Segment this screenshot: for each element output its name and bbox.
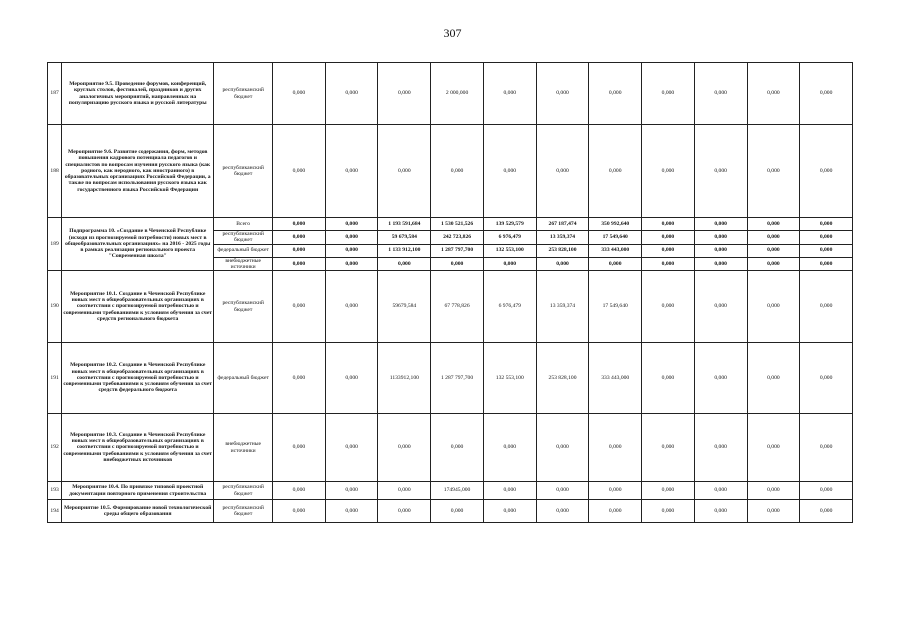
amount-cell: 0,000 [325, 218, 378, 231]
amount-cell: 1133912,100 [378, 343, 431, 414]
amount-cell: 0,000 [589, 414, 642, 482]
row-index: 187 [48, 63, 62, 125]
amount-cell: 0,000 [536, 257, 589, 271]
amount-cell: 0,000 [378, 414, 431, 482]
row-index: 193 [48, 482, 62, 500]
amount-cell: 267 187,474 [536, 218, 589, 231]
amount-cell: 333 443,000 [589, 343, 642, 414]
table-row [48, 414, 853, 482]
amount-cell: 0,000 [800, 414, 853, 482]
amount-cell: 13 359,374 [536, 231, 589, 245]
amount-cell: 0,000 [694, 218, 747, 231]
amount-cell: 0,000 [431, 414, 484, 482]
amount-cell: 253 828,100 [536, 244, 589, 257]
amount-cell: 0,000 [273, 414, 326, 482]
row-index: 190 [48, 271, 62, 343]
amount-cell: 0,000 [642, 244, 695, 257]
amount-cell: 0,000 [483, 125, 536, 218]
amount-cell: 0,000 [589, 125, 642, 218]
table-row [48, 271, 853, 343]
amount-cell: 0,000 [800, 231, 853, 245]
row-index: 189 [48, 218, 62, 271]
amount-cell: 17 549,640 [589, 271, 642, 343]
amount-cell: 0,000 [642, 271, 695, 343]
page-number: 307 [443, 26, 462, 40]
amount-cell: 0,000 [536, 482, 589, 500]
amount-cell: 0,000 [483, 500, 536, 523]
table-row [48, 500, 853, 523]
amount-cell: 0,000 [483, 482, 536, 500]
amount-cell: 0,000 [273, 500, 326, 523]
amount-cell: 59679,584 [378, 271, 431, 343]
amount-cell: 59 679,584 [378, 231, 431, 245]
amount-cell: 1 287 797,700 [431, 343, 484, 414]
amount-cell: 0,000 [642, 63, 695, 125]
amount-cell: 0,000 [589, 500, 642, 523]
measure-title: Мероприятие 10.5. Формирование новой технологической среды общего образования [62, 500, 214, 523]
amount-cell: 350 992,640 [589, 218, 642, 231]
amount-cell: 0,000 [800, 257, 853, 271]
measure-title: Подпрограмма 10. «Создание в Чеченской Республике (исходя из прогнозируемой потребности) новых мест в общеобразовательных организациях» на 2016 - 2025 годы в рамках реализации регионального проекта "Современная школа" [62, 218, 214, 271]
table-row [48, 125, 853, 218]
amount-cell: 0,000 [378, 500, 431, 523]
amount-cell: 0,000 [642, 500, 695, 523]
amount-cell: 0,000 [800, 500, 853, 523]
amount-cell: 0,000 [747, 63, 800, 125]
amount-cell: 0,000 [747, 482, 800, 500]
amount-cell: 0,000 [642, 414, 695, 482]
amount-cell: 17 549,640 [589, 231, 642, 245]
funding-source: республиканский бюджет [214, 63, 273, 125]
amount-cell: 0,000 [747, 244, 800, 257]
amount-cell: 67 778,826 [431, 271, 484, 343]
amount-cell: 0,000 [800, 482, 853, 500]
funding-source: республиканский бюджет [214, 231, 273, 245]
amount-cell: 0,000 [800, 343, 853, 414]
amount-cell: 0,000 [273, 218, 326, 231]
amount-cell: 333 443,000 [589, 244, 642, 257]
amount-cell: 0,000 [800, 218, 853, 231]
amount-cell: 0,000 [483, 257, 536, 271]
amount-cell: 0,000 [747, 343, 800, 414]
row-index: 191 [48, 343, 62, 414]
amount-cell: 0,000 [747, 414, 800, 482]
amount-cell: 0,000 [747, 125, 800, 218]
amount-cell: 0,000 [536, 125, 589, 218]
amount-cell: 0,000 [694, 271, 747, 343]
measure-title: Мероприятие 10.3. Создание в Чеченской Республике новых мест в общеобразовательных организациях в соответствии с прогнозируемой потребностью и современными требованиями к условиям обучения за счет внебюджетных источников [62, 414, 214, 482]
amount-cell: 1 133 912,100 [378, 244, 431, 257]
amount-cell: 0,000 [325, 343, 378, 414]
amount-cell: 0,000 [800, 271, 853, 343]
amount-cell: 0,000 [747, 218, 800, 231]
amount-cell: 0,000 [800, 244, 853, 257]
amount-cell: 0,000 [642, 125, 695, 218]
amount-cell: 0,000 [642, 343, 695, 414]
amount-cell: 0,000 [431, 257, 484, 271]
amount-cell: 0,000 [378, 257, 431, 271]
amount-cell: 0,000 [694, 63, 747, 125]
amount-cell: 0,000 [694, 125, 747, 218]
amount-cell: 0,000 [642, 257, 695, 271]
amount-cell: 0,000 [325, 500, 378, 523]
row-index: 188 [48, 125, 62, 218]
amount-cell: 0,000 [483, 63, 536, 125]
amount-cell: 0,000 [325, 271, 378, 343]
amount-cell: 0,000 [325, 257, 378, 271]
funding-source: федеральный бюджет [214, 343, 273, 414]
funding-source: республиканский бюджет [214, 500, 273, 523]
amount-cell: 0,000 [431, 500, 484, 523]
budget-table [47, 62, 853, 523]
measure-title: Мероприятие 10.2. Создание в Чеченской Республике новых мест в общеобразовательных организациях в соответствии с прогнозируемой потребностью и современными требованиями к условиям обучения за счет средств федерального бюджета [62, 343, 214, 414]
amount-cell: 0,000 [483, 414, 536, 482]
amount-cell: 0,000 [273, 271, 326, 343]
amount-cell: 0,000 [642, 482, 695, 500]
funding-source: внебюджетные источники [214, 257, 273, 271]
amount-cell: 0,000 [589, 482, 642, 500]
amount-cell: 0,000 [325, 231, 378, 245]
amount-cell: 132 553,100 [483, 244, 536, 257]
amount-cell: 1 287 797,700 [431, 244, 484, 257]
amount-cell: 6 976,479 [483, 271, 536, 343]
amount-cell: 0,000 [536, 500, 589, 523]
amount-cell: 1 530 521,526 [431, 218, 484, 231]
amount-cell: 0,000 [273, 257, 326, 271]
amount-cell: 6 976,479 [483, 231, 536, 245]
amount-cell: 0,000 [800, 63, 853, 125]
amount-cell: 0,000 [694, 257, 747, 271]
amount-cell: 2 000,000 [431, 63, 484, 125]
table-row [48, 343, 853, 414]
amount-cell: 0,000 [273, 343, 326, 414]
amount-cell: 0,000 [694, 244, 747, 257]
funding-source: внебюджетные источники [214, 414, 273, 482]
amount-cell: 0,000 [325, 414, 378, 482]
amount-cell: 0,000 [642, 218, 695, 231]
row-index: 194 [48, 500, 62, 523]
funding-source: республиканский бюджет [214, 482, 273, 500]
amount-cell: 0,000 [589, 257, 642, 271]
amount-cell: 174945,000 [431, 482, 484, 500]
amount-cell: 0,000 [536, 414, 589, 482]
amount-cell: 0,000 [273, 63, 326, 125]
amount-cell: 1 193 591,684 [378, 218, 431, 231]
amount-cell: 0,000 [694, 500, 747, 523]
amount-cell: 0,000 [694, 414, 747, 482]
amount-cell: 139 529,579 [483, 218, 536, 231]
amount-cell: 13 359,374 [536, 271, 589, 343]
funding-source: Всего [214, 218, 273, 231]
amount-cell: 0,000 [747, 500, 800, 523]
measure-title: Мероприятие 9.5. Проведение форумов, конференций, круглых столов, фестивалей, праздников и других аналогичных мероприятий, направленных на популяризацию русского языка и русской литературы [62, 63, 214, 125]
amount-cell: 0,000 [378, 125, 431, 218]
amount-cell: 0,000 [747, 257, 800, 271]
amount-cell: 0,000 [642, 231, 695, 245]
amount-cell: 0,000 [747, 271, 800, 343]
amount-cell: 253 828,100 [536, 343, 589, 414]
funding-source: республиканский бюджет [214, 271, 273, 343]
amount-cell: 0,000 [325, 63, 378, 125]
table-row [48, 482, 853, 500]
amount-cell: 0,000 [747, 231, 800, 245]
table-row [48, 63, 853, 125]
funding-source: федеральный бюджет [214, 244, 273, 257]
amount-cell: 0,000 [378, 482, 431, 500]
amount-cell: 0,000 [589, 63, 642, 125]
amount-cell: 242 723,826 [431, 231, 484, 245]
funding-source: республиканский бюджет [214, 125, 273, 218]
measure-title: Мероприятие 9.6. Развитие содержания, форм, методов повышения кадрового потенциала педагогов и специалистов по вопросам изучения русского языка (как родного, как неродного, как иностранного) в образовательных организациях Российской Федерации, а также по вопросам использования русского языка как государственного языка Российской Федерации [62, 125, 214, 218]
amount-cell: 0,000 [378, 63, 431, 125]
amount-cell: 0,000 [694, 231, 747, 245]
amount-cell: 0,000 [536, 63, 589, 125]
amount-cell: 0,000 [325, 244, 378, 257]
amount-cell: 0,000 [800, 125, 853, 218]
amount-cell: 0,000 [431, 125, 484, 218]
amount-cell: 0,000 [694, 482, 747, 500]
measure-title: Мероприятие 10.4. По привязке типовой проектной документации повторного применения строительства [62, 482, 214, 500]
amount-cell: 0,000 [325, 125, 378, 218]
measure-title: Мероприятие 10.1. Создание в Чеченской Республике новых мест в общеобразовательных организациях в соответствии с прогнозируемой потребностью и современными требованиями к условиям обучения за счет средств регионального бюджета [62, 271, 214, 343]
amount-cell: 0,000 [273, 482, 326, 500]
row-index: 192 [48, 414, 62, 482]
amount-cell: 0,000 [694, 343, 747, 414]
table-row [48, 218, 853, 231]
amount-cell: 0,000 [325, 482, 378, 500]
amount-cell: 0,000 [273, 231, 326, 245]
amount-cell: 0,000 [273, 125, 326, 218]
amount-cell: 132 553,100 [483, 343, 536, 414]
amount-cell: 0,000 [273, 244, 326, 257]
